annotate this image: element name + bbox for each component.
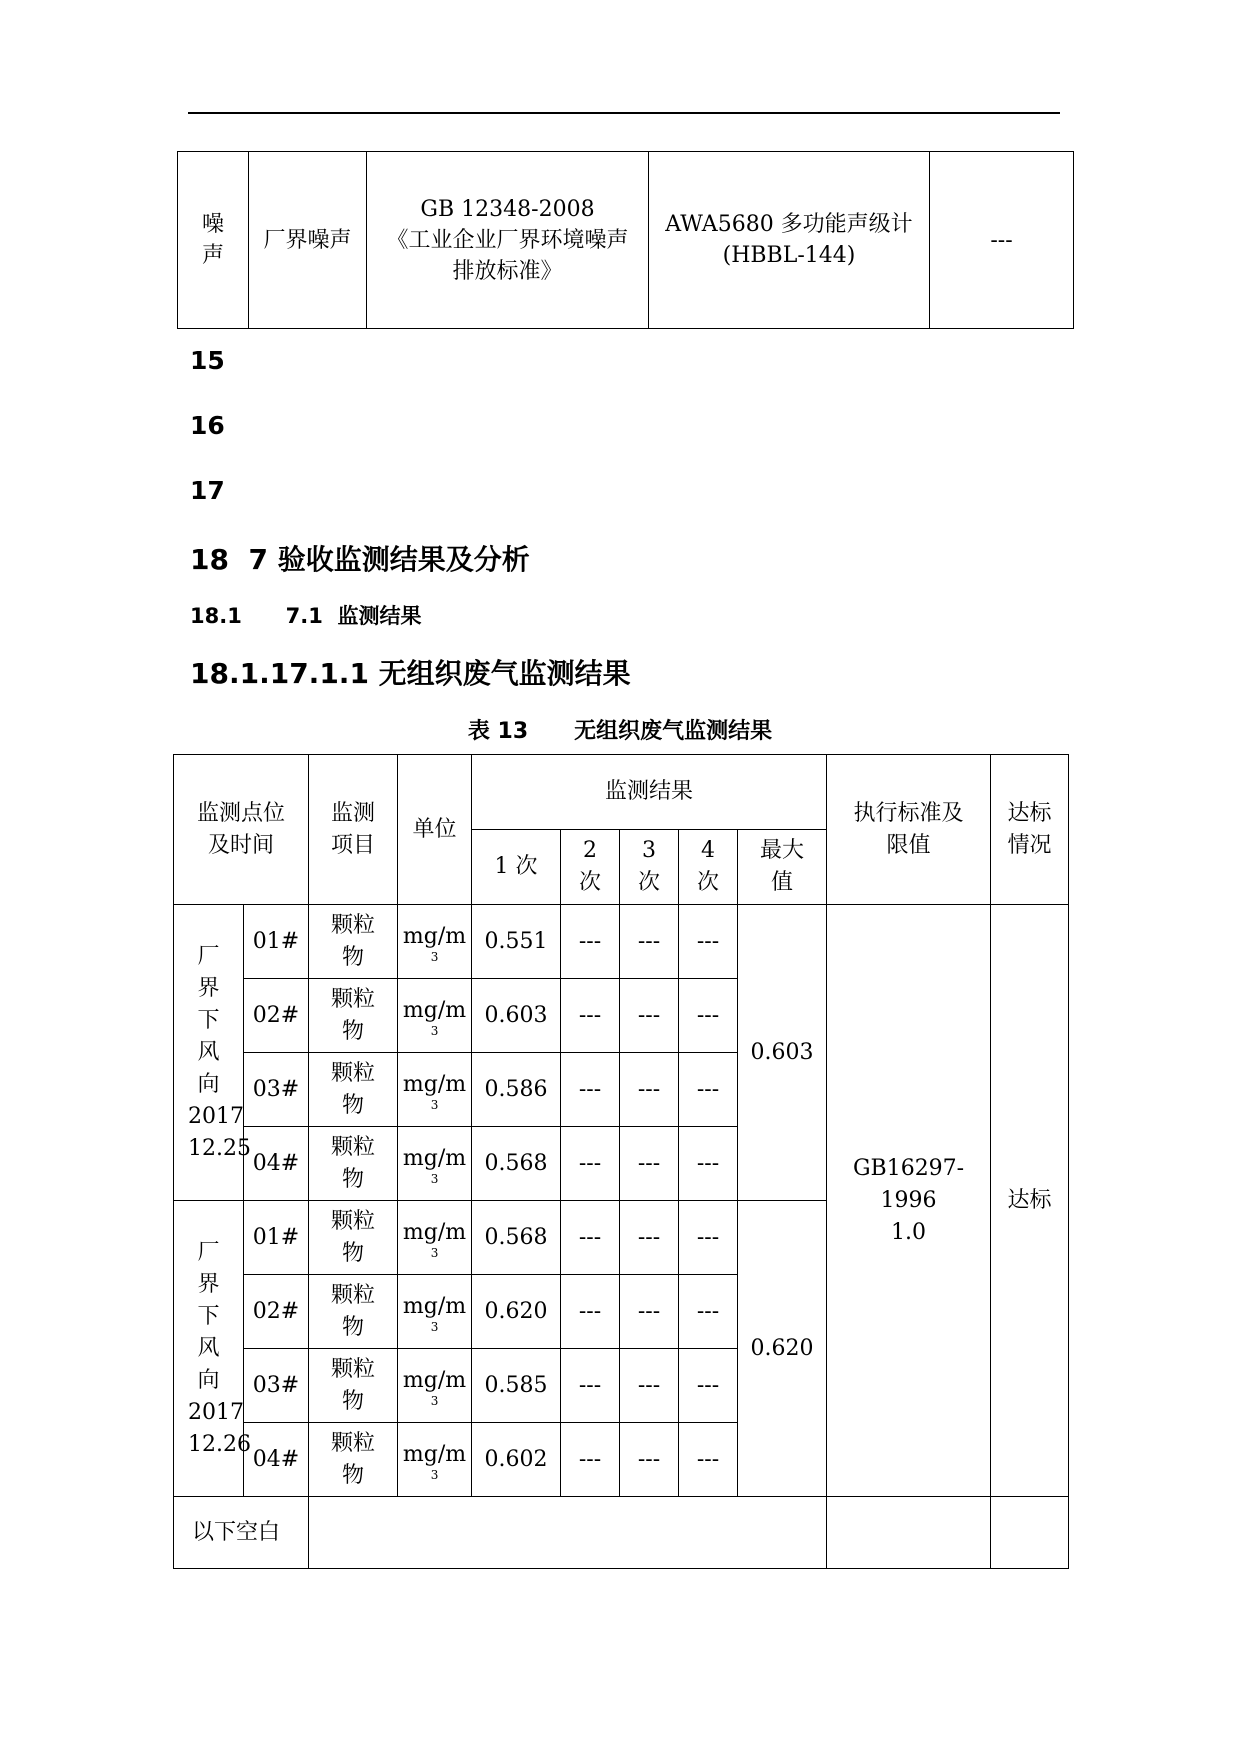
noise-instrument-id: (HBBL-144) xyxy=(722,243,856,268)
noise-instrument xyxy=(649,152,930,329)
noise-instrument-name: AWA5680 多功能声级计 xyxy=(665,212,913,237)
r4-cell: --- xyxy=(679,1423,738,1497)
r3-cell: --- xyxy=(620,979,679,1053)
unit-text: mg/m xyxy=(402,1145,467,1171)
point-cell: 03# xyxy=(244,1053,309,1127)
unit-exponent: 3 xyxy=(430,1467,439,1482)
item-cell: 颗粒物 xyxy=(309,1053,398,1127)
standard-cell xyxy=(827,905,991,1497)
item-cell: 颗粒物 xyxy=(309,1275,398,1349)
header-max: 最大值 xyxy=(738,830,827,905)
r2-cell: --- xyxy=(561,1275,620,1349)
noise-standard xyxy=(367,152,649,329)
status-cell: 达标 xyxy=(991,905,1069,1497)
table-row xyxy=(178,152,1074,329)
unit-text: mg/m xyxy=(402,1071,467,1097)
blank-row xyxy=(174,1497,1069,1569)
item-cell: 颗粒物 xyxy=(309,1349,398,1423)
r4-cell: --- xyxy=(679,1349,738,1423)
blank-cell xyxy=(827,1497,991,1569)
r3-cell: --- xyxy=(620,1201,679,1275)
r1-cell: 0.568 xyxy=(472,1127,561,1201)
r3-cell: --- xyxy=(620,1127,679,1201)
unit-cell xyxy=(398,1275,472,1349)
unit-exponent: 3 xyxy=(430,1245,439,1260)
header-results: 监测结果 xyxy=(472,755,827,830)
max-cell: 0.620 xyxy=(738,1201,827,1497)
r3-cell: --- xyxy=(620,1275,679,1349)
unit-cell xyxy=(398,905,472,979)
point-cell: 02# xyxy=(244,979,309,1053)
r1-cell: 0.586 xyxy=(472,1053,561,1127)
r2-cell: --- xyxy=(561,905,620,979)
r2-cell: --- xyxy=(561,1201,620,1275)
item-cell: 颗粒物 xyxy=(309,1423,398,1497)
header-row xyxy=(174,755,1069,830)
r2-cell: --- xyxy=(561,1053,620,1127)
point-cell: 04# xyxy=(244,1423,309,1497)
r4-cell: --- xyxy=(679,1275,738,1349)
item-cell: 颗粒物 xyxy=(309,905,398,979)
noise-item: 厂界噪声 xyxy=(249,152,367,329)
r4-cell: --- xyxy=(679,1201,738,1275)
r1-cell: 0.551 xyxy=(472,905,561,979)
unit-exponent: 3 xyxy=(430,1393,439,1408)
unit-cell xyxy=(398,1423,472,1497)
r3-cell: --- xyxy=(620,1053,679,1127)
r1-cell: 0.602 xyxy=(472,1423,561,1497)
heading-18: 18 7 验收监测结果及分析 xyxy=(190,543,530,576)
r3-cell: --- xyxy=(620,1349,679,1423)
point-cell: 03# xyxy=(244,1349,309,1423)
unit-text: mg/m xyxy=(402,1219,467,1245)
r4-cell: --- xyxy=(679,1127,738,1201)
header-rule xyxy=(188,112,1060,114)
blank-cell xyxy=(309,1497,827,1569)
noise-standard-code: GB 12348-2008 xyxy=(420,196,595,222)
r4-cell: --- xyxy=(679,905,738,979)
heading-18-1: 18.1 7.1 监测结果 xyxy=(190,604,422,628)
blank-cell xyxy=(991,1497,1069,1569)
unit-cell xyxy=(398,1127,472,1201)
max-cell: 0.603 xyxy=(738,905,827,1201)
r2-cell: --- xyxy=(561,979,620,1053)
point-cell: 01# xyxy=(244,905,309,979)
heading-16: 16 xyxy=(190,411,225,440)
heading-15: 15 xyxy=(190,346,225,375)
header-status: 达标情况 xyxy=(991,755,1069,905)
point-cell: 04# xyxy=(244,1127,309,1201)
unit-exponent: 3 xyxy=(430,1171,439,1186)
point-cell: 02# xyxy=(244,1275,309,1349)
standard-code: GB16297-1996 xyxy=(852,1155,965,1213)
header-r1: 1 次 xyxy=(472,830,561,905)
site-time-cell: 厂界下风向2017 12.26 xyxy=(174,1201,244,1497)
header-r4: 4 次 xyxy=(679,830,738,905)
header-standard: 执行标准及限值 xyxy=(827,755,991,905)
unit-exponent: 3 xyxy=(430,1319,439,1334)
r4-cell: --- xyxy=(679,1053,738,1127)
table-caption: 表 13 无组织废气监测结果 xyxy=(467,719,773,744)
header-r3: 3 次 xyxy=(620,830,679,905)
noise-category: 噪声 xyxy=(178,152,249,329)
fugitive-emission-table xyxy=(173,754,1069,1569)
unit-cell xyxy=(398,1053,472,1127)
unit-text: mg/m xyxy=(402,923,467,949)
r4-cell: --- xyxy=(679,979,738,1053)
r1-cell: 0.585 xyxy=(472,1349,561,1423)
unit-exponent: 3 xyxy=(430,1097,439,1112)
unit-exponent: 3 xyxy=(430,949,439,964)
standard-limit: 1.0 xyxy=(891,1219,927,1245)
unit-text: mg/m xyxy=(402,1367,467,1393)
r3-cell: --- xyxy=(620,1423,679,1497)
noise-limit: --- xyxy=(930,152,1074,329)
point-cell: 01# xyxy=(244,1201,309,1275)
heading-18-1-1: 18.1.17.1.1 无组织废气监测结果 xyxy=(190,657,631,690)
unit-cell xyxy=(398,1349,472,1423)
header-r2: 2 次 xyxy=(561,830,620,905)
site-time-cell: 厂界下风向2017 12.25 xyxy=(174,905,244,1201)
unit-cell xyxy=(398,979,472,1053)
item-cell: 颗粒物 xyxy=(309,1201,398,1275)
unit-cell xyxy=(398,1201,472,1275)
unit-text: mg/m xyxy=(402,1441,467,1467)
blank-note: 以下空白 xyxy=(174,1497,309,1569)
r2-cell: --- xyxy=(561,1423,620,1497)
r1-cell: 0.568 xyxy=(472,1201,561,1275)
heading-17: 17 xyxy=(190,476,225,505)
header-unit: 单位 xyxy=(398,755,472,905)
r3-cell: --- xyxy=(620,905,679,979)
r2-cell: --- xyxy=(561,1127,620,1201)
unit-text: mg/m xyxy=(402,997,467,1023)
table-row xyxy=(174,905,1069,979)
header-site-time: 监测点位及时间 xyxy=(174,755,309,905)
noise-method-table xyxy=(177,151,1074,329)
unit-text: mg/m xyxy=(402,1293,467,1319)
r2-cell: --- xyxy=(561,1349,620,1423)
noise-standard-name-1: 《工业企业厂界环境噪声 xyxy=(386,227,629,253)
r1-cell: 0.620 xyxy=(472,1275,561,1349)
item-cell: 颗粒物 xyxy=(309,979,398,1053)
r1-cell: 0.603 xyxy=(472,979,561,1053)
unit-exponent: 3 xyxy=(430,1023,439,1038)
item-cell: 颗粒物 xyxy=(309,1127,398,1201)
header-item: 监测项目 xyxy=(309,755,398,905)
noise-standard-name-2: 排放标准》 xyxy=(452,258,563,284)
